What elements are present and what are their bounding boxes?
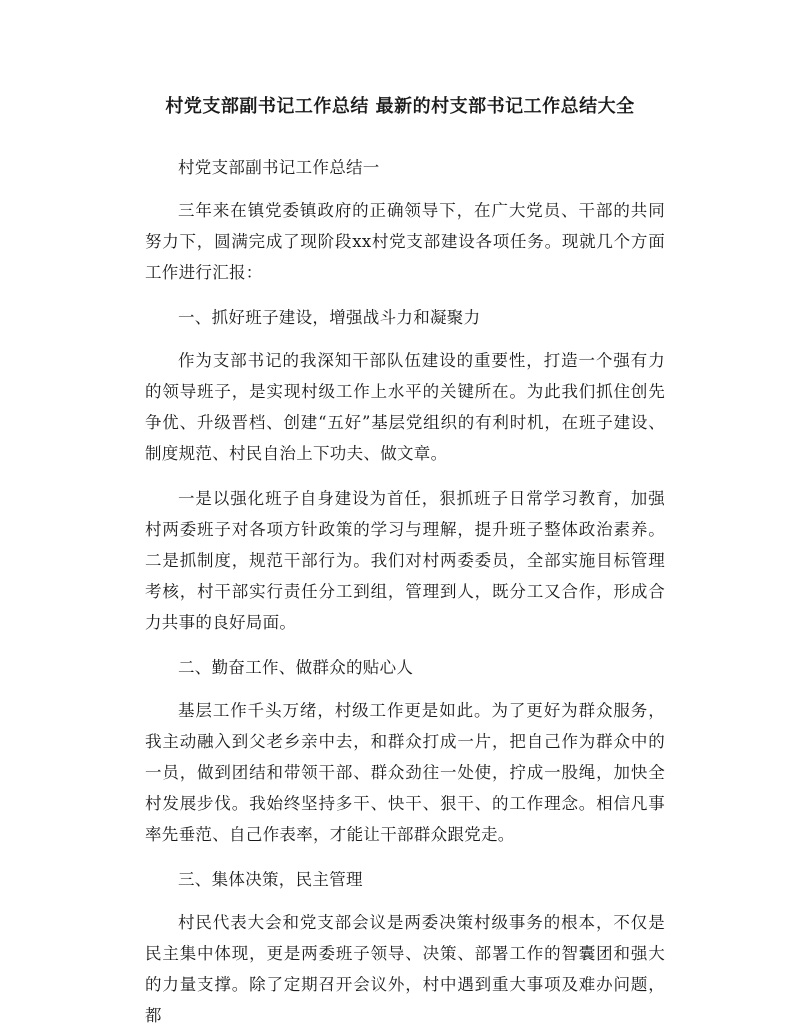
page-title: 村党支部副书记工作总结 最新的村支部书记工作总结大全 — [165, 96, 635, 117]
paragraph-diligent-work: 基层工作千头万绪，村级工作更是如此。为了更好为群众服务，我主动融入到父老乡亲中去，和群众打成一片，把自己作为群众中的一员，做到团结和带领干部、群众劲往一处使，拧成一股绳，加快全村发展步伐。我始终坚持多干、快干、狠干、的工作理念。相信凡事率先垂范、自己作表率，才能让干部群众跟党走。 — [145, 701, 665, 844]
section-heading-three: 三、集体决策，民主管理 — [178, 870, 363, 889]
paragraph-intro: 三年来在镇党委镇政府的正确领导下，在广大党员、干部的共同努力下，圆满完成了现阶段xx村党支部建设各项任务。现就几个方面工作进行汇报： — [145, 201, 665, 282]
paragraph-collective-decision: 村民代表大会和党支部会议是两委决策村级事务的根本，不仅是民主集中体现，更是两委班子领导、决策、部署工作的智囊团和强大的力量支撑。除了定期召开会议外，村中遇到重大事项及难办问题，都 — [145, 913, 665, 1025]
document-body — [145, 152, 665, 1036]
section-heading-summary-one: 村党支部副书记工作总结一 — [178, 158, 380, 177]
section-heading-one: 一、抓好班子建设，增强战斗力和凝聚力 — [178, 308, 481, 327]
paragraph-team-building: 作为支部书记的我深知干部队伍建设的重要性，打造一个强有力的领导班子，是实现村级工作上水平的关键所在。为此我们抓住创先争优、升级晋档、创建“五好”基层党组织的有利时机，在班子建设、制度规范、村民自治上下功夫、做文章。 — [145, 351, 665, 463]
section-heading-two: 二、勤奋工作、做群众的贴心人 — [178, 658, 414, 677]
paragraph-team-measures: 一是以强化班子自身建设为首任，狠抓班子日常学习教育，加强村两委班子对各项方针政策的学习与理解，提升班子整体政治素养。二是抓制度，规范干部行为。我们对村两委委员，全部实施目标管理考核，村干部实行责任分工到组，管理到人，既分工又合作，形成合力共事的良好局面。 — [145, 489, 665, 632]
